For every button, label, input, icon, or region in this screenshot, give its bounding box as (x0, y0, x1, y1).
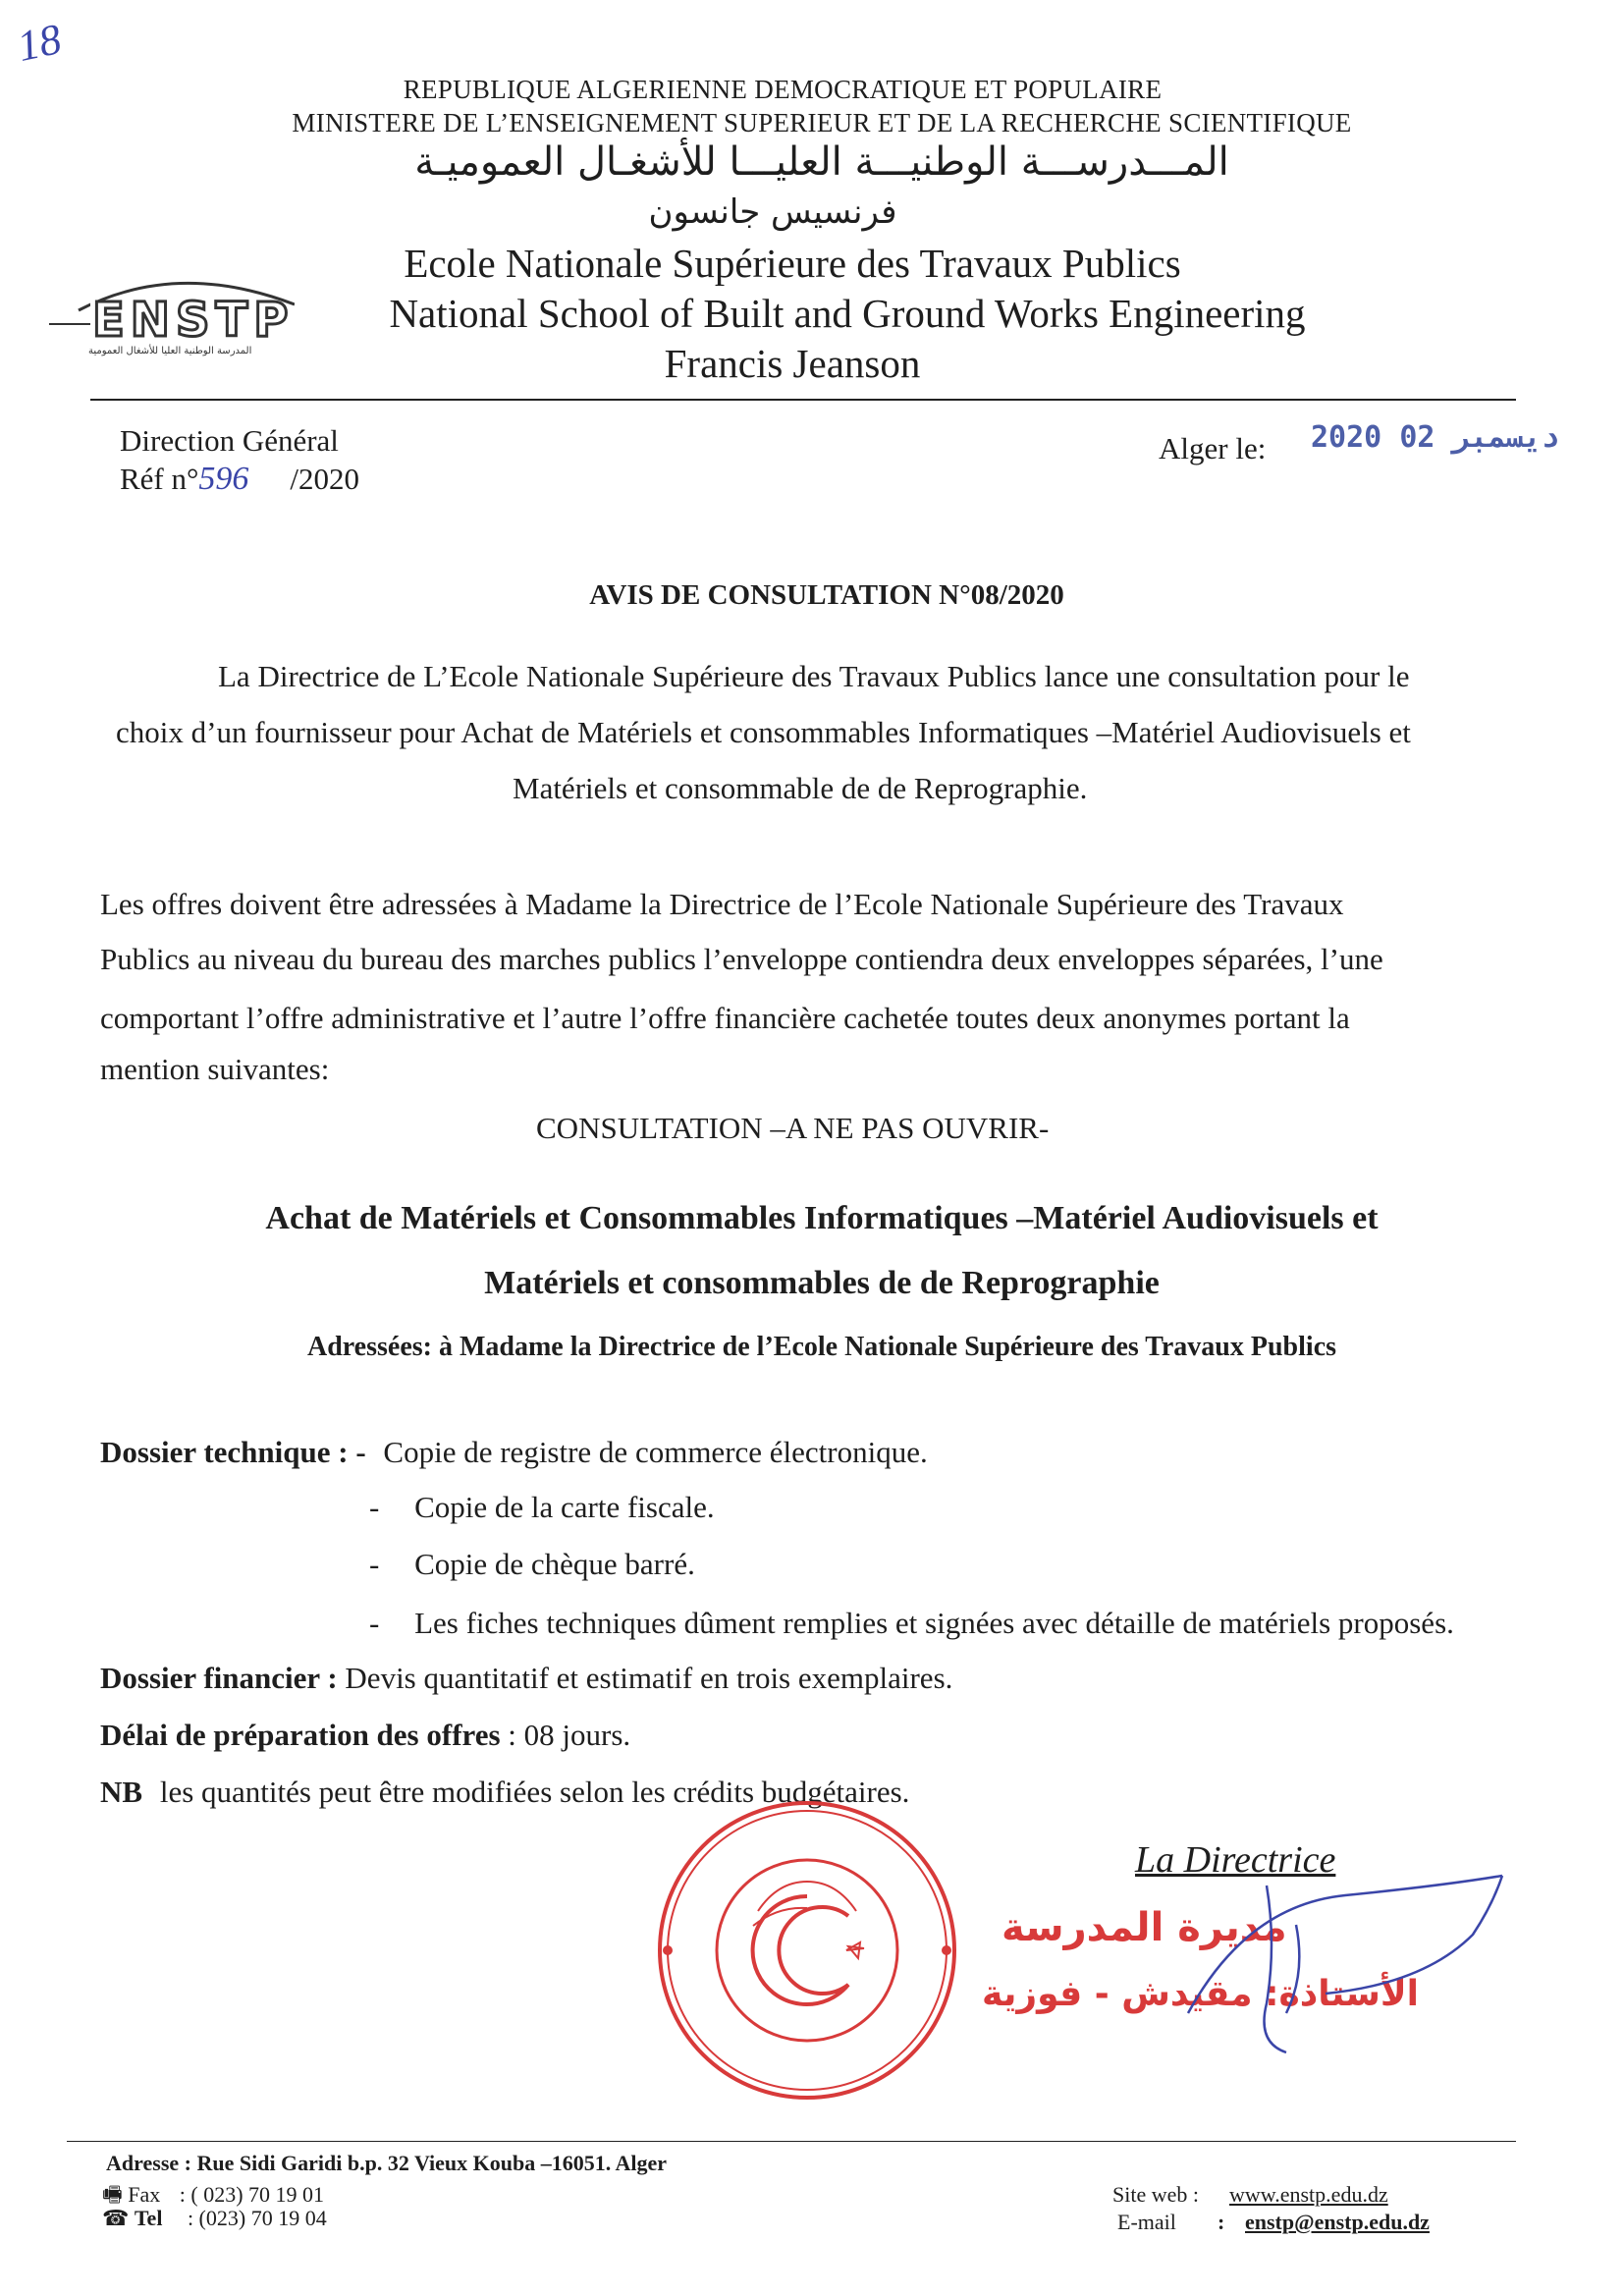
arabic-person-name: فرنسيس جانسون (648, 192, 897, 232)
fax-number: : ( 023) 70 19 01 (179, 2182, 325, 2207)
delai-text: : 08 jours. (508, 1718, 631, 1752)
bullet-dash: - (369, 1547, 380, 1581)
offers-line-3: comportant l’offre administrative et l’autre l’offre financière cachetée toutes deux anonymes portant la (100, 1001, 1350, 1035)
school-name-fr: Ecole Nationale Supérieure des Travaux Publics (404, 241, 1181, 286)
school-name-en: National School of Built and Ground Works Engineering (389, 291, 1306, 336)
tel-number: : (023) 70 19 04 (187, 2206, 327, 2230)
delai-label: Délai de préparation des offres (100, 1718, 501, 1752)
ministry-line: MINISTERE DE L’ENSEIGNEMENT SUPERIEUR ET DE LA RECHERCHE SCIENTIFIQUE (292, 108, 1352, 137)
delai (100, 1717, 630, 1753)
footer-email-sep: : (1218, 2210, 1225, 2234)
offers-line-2: Publics au niveau du bureau des marches publics l’enveloppe contiendra deux enveloppes séparées, l’une (100, 942, 1383, 976)
direction-label: Direction Général (120, 423, 339, 458)
reference (120, 460, 359, 500)
footer-email-label: E-mail (1117, 2210, 1176, 2234)
republic-line: REPUBLIQUE ALGERIENNE DEMOCRATIQUE ET POPULAIRE (403, 75, 1163, 104)
header-divider (90, 399, 1516, 401)
dossier-item-row (369, 1546, 695, 1582)
subject-addressed: Adressées: à Madame la Directrice de l’Ecole Nationale Supérieure des Travaux Publics (306, 1332, 1337, 1362)
dossier-financier-text: Devis quantitatif et estimatif en trois exemplaires. (345, 1661, 953, 1695)
bullet-dash: - (369, 1606, 380, 1640)
dossier-financier (100, 1660, 952, 1696)
offers-line-1: Les offres doivent être adressées à Madame la Directrice de l’Ecole Nationale Supérieure des Travaux (100, 887, 1344, 921)
date-label: Alger le: (1159, 431, 1267, 465)
intro-line-1: La Directrice de L’Ecole Nationale Supérieure des Travaux Publics lance une consultation pour le (218, 659, 1410, 693)
subject-line-1: Achat de Matériels et Consommables Informatiques –Matériel Audiovisuels et (265, 1200, 1379, 1236)
date-stamp: 2020 ديسمبر 02 (1311, 420, 1559, 455)
dossier-technique (100, 1434, 928, 1470)
signature-arabic-title: مديرة المدرسة (1001, 1905, 1287, 1950)
margin-mark: 18 (13, 14, 66, 72)
ref-label: Réf n° (120, 462, 199, 496)
dossier-financier-label: Dossier financier : (100, 1661, 338, 1695)
handwritten-signature (1129, 1866, 1522, 2062)
envelope-mention: CONSULTATION –A NE PAS OUVRIR- (536, 1111, 1050, 1145)
phone-icon: ☎ (102, 2206, 130, 2230)
dossier-item: Copie de registre de commerce électronique. (383, 1435, 928, 1469)
nb-text: les quantités peut être modifiées selon les crédits budgétaires. (159, 1775, 910, 1809)
ref-year: /2020 (290, 462, 360, 496)
dossier-item: Les fiches techniques dûment remplies et signées avec détaille de matériels proposés. (414, 1606, 1454, 1640)
offers-line-4: mention suivantes: (100, 1052, 330, 1086)
dossier-item: Copie de chèque barré. (414, 1547, 695, 1581)
signature-title: La Directrice (1135, 1839, 1336, 1881)
fax-label: Fax (128, 2182, 161, 2207)
logo-arabic-caption: المدرسة الوطنية العليا للأشغال العمومية (88, 346, 252, 356)
ref-number: 596 (198, 461, 249, 497)
footer-site-label: Site web : (1112, 2182, 1199, 2207)
school-name-person: Francis Jeanson (664, 341, 921, 386)
nb-label: NB (100, 1775, 143, 1809)
subject-line-2: Matériels et consommables de de Reprographie (484, 1265, 1160, 1301)
intro-line-2: choix d’un fournisseur pour Achat de Matériels et consommables Informatiques –Matériel Audiovisuels et (116, 715, 1411, 749)
dossier-technique-label: Dossier technique : - (100, 1435, 366, 1469)
footer-tel (102, 2206, 327, 2231)
fax-icon: 🖷 (102, 2182, 123, 2207)
tel-label: Tel (134, 2206, 163, 2230)
footer-email-link[interactable]: enstp@enstp.edu.dz (1245, 2210, 1430, 2234)
footer-divider (67, 2141, 1516, 2142)
bullet-dash: - (369, 1490, 380, 1524)
footer-site-link[interactable]: www.enstp.edu.dz (1229, 2182, 1388, 2207)
intro-line-3: Matériels et consommable de de Reprographie. (513, 771, 1088, 805)
signature-arabic-name: الأستاذة: مقيدش - فوزية (982, 1974, 1420, 2014)
document-title: AVIS DE CONSULTATION N°08/2020 (589, 579, 1064, 611)
footer-address: Adresse : Rue Sidi Garidi b.p. 32 Vieux Kouba –16051. Alger (106, 2151, 668, 2175)
official-stamp (650, 1793, 964, 2107)
dossier-item: Copie de la carte fiscale. (414, 1490, 715, 1524)
dossier-item-row (369, 1489, 715, 1525)
logo-wordmark: ENSTP (92, 293, 295, 348)
arabic-school-name: المـــدرســـة الوطنيـــة العليـــا للأشغـال العموميـة (414, 139, 1229, 185)
dossier-item-row (369, 1605, 1454, 1641)
